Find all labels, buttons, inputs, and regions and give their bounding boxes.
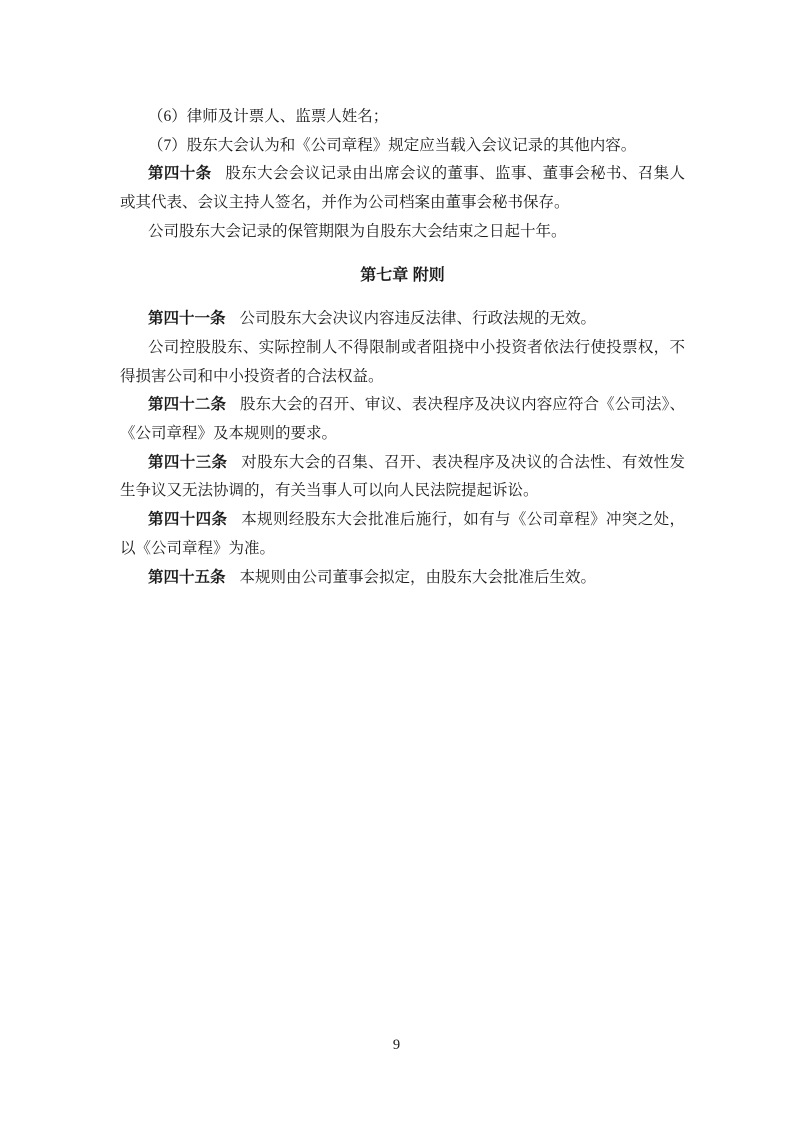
- article-41-label: 第四十一条: [148, 310, 226, 328]
- article-44-text: 本规则经股东大会批准后施行，如有与《公司章程》冲突之处，以《公司章程》为准。: [120, 511, 685, 557]
- chapter-7-heading: 第七章 附则: [360, 266, 445, 284]
- article-45-text: 本规则由公司董事会拟定，由股东大会批准后生效。: [239, 568, 596, 586]
- article-40-label: 第四十条: [148, 165, 212, 183]
- paragraph-controlling-shareholder-text: 公司控股股东、实际控制人不得限制或者阻挠中小投资者依法行使投票权，不得损害公司和中小投资者的合法权益。: [120, 338, 685, 385]
- article-43-text: 对股东大会的召集、召开、表决程序及决议的合法性、有效性发生争议又无法协调的，有关当事人可以向人民法院提起诉讼。: [120, 453, 685, 500]
- list-item-7-text: （7）股东大会认为和《公司章程》规定应当载入会议记录的其他内容。: [148, 136, 637, 154]
- article-41-text: 公司股东大会决议内容违反法律、行政法规的无效。: [239, 310, 596, 328]
- document-body: [120, 103, 685, 592]
- list-item-7: [120, 132, 685, 161]
- article-45-label: 第四十五条: [148, 568, 226, 586]
- article-40-text: 股东大会会议记录由出席会议的董事、监事、董事会秘书、召集人或其代表、会议主持人签名，并作为公司档案由董事会秘书保存。: [120, 165, 685, 212]
- article-42-label: 第四十二条: [148, 396, 227, 414]
- paragraph-record-keeping-period: [120, 218, 685, 247]
- article-44-label: 第四十四条: [148, 511, 228, 529]
- article-42: [120, 391, 685, 448]
- article-42-text: 股东大会的召开、审议、表决程序及决议内容应符合《公司法》、《公司章程》及本规则的要求。: [120, 396, 685, 443]
- list-item-6-text: （6）律师及计票人、监票人姓名；: [148, 108, 389, 125]
- paragraph-record-keeping-period-text: 公司股东大会记录的保管期限为自股东大会结束之日起十年。: [148, 222, 567, 240]
- article-40: [120, 160, 685, 217]
- article-45: [120, 564, 685, 593]
- article-41: [120, 305, 685, 334]
- article-43: [120, 449, 685, 506]
- paragraph-controlling-shareholder: [120, 334, 685, 391]
- article-43-label: 第四十三条: [148, 453, 228, 471]
- article-44: [120, 506, 685, 563]
- list-item-6: [120, 103, 685, 132]
- page-number: 9: [392, 1037, 401, 1053]
